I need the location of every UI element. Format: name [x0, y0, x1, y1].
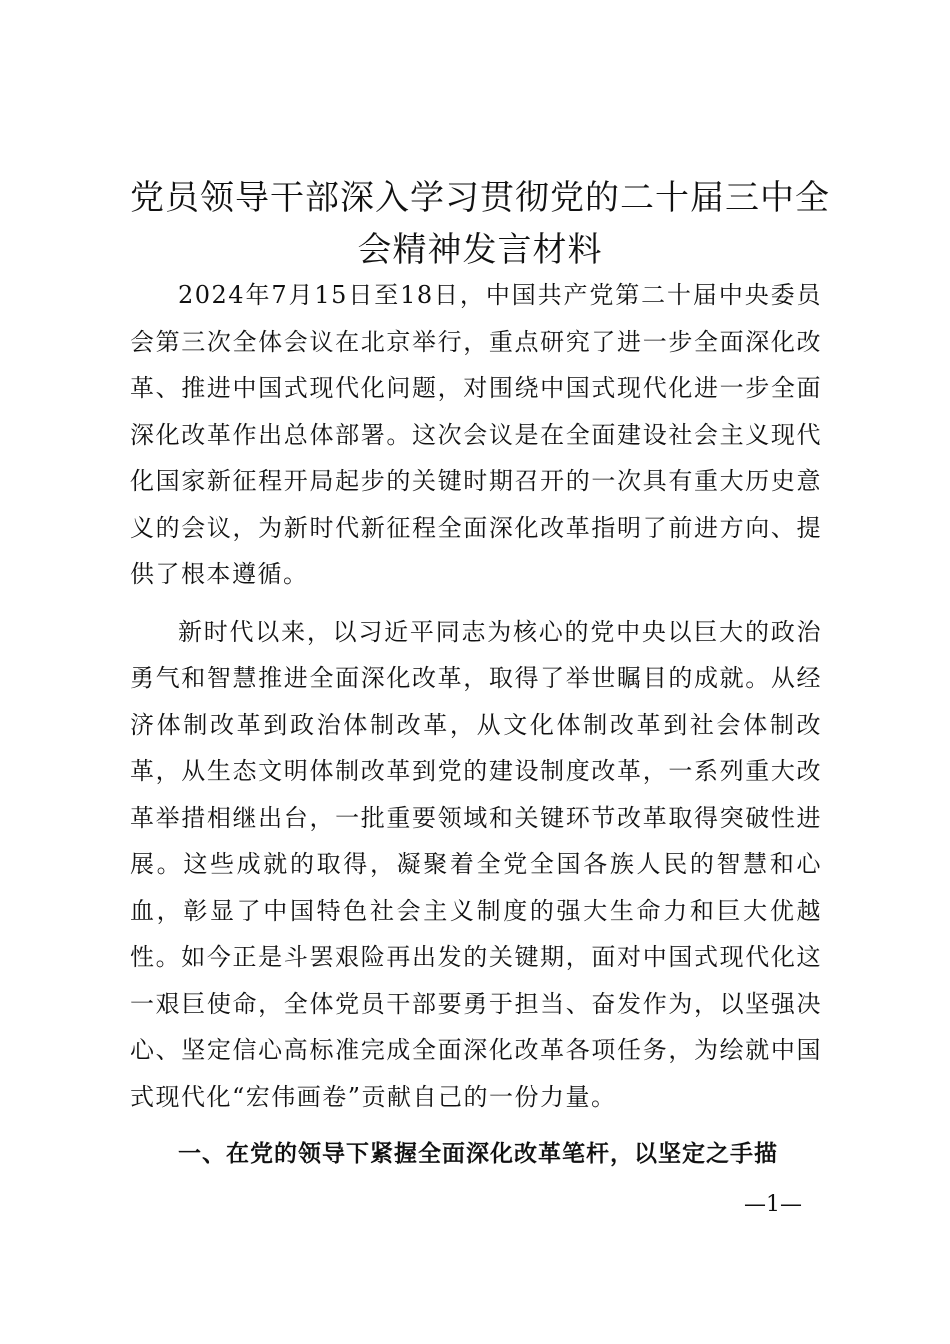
- paragraph-2: 新时代以来，以习近平同志为核心的党中央以巨大的政治勇气和智慧推进全面深化改革，取得了举世瞩目的成就。从经济体制改革到政治体制改革，从文化体制改革到社会体制改革，从生态文明体制改革到党的建设制度改革，一系列重大改革举措相继出台，一批重要领域和关键环节改革取得突破性进展。这些成就的取得，凝聚着全党全国各族人民的智慧和心血，彰显了中国特色社会主义制度的强大生命力和巨大优越性。如今正是斗罢艰险再出发的关键期，面对中国式现代化这一艰巨使命，全体党员干部要勇于担当、奋发作为，以坚强决心、坚定信心高标准完成全面深化改革各项任务，为绘就中国式现代化“宏伟画卷”贡献自己的一份力量。: [130, 617, 822, 1111]
- section-heading-1: 一、在党的领导下紧握全面深化改革笔杆，以坚定之手描: [178, 1141, 778, 1167]
- document-title: 党员领导干部深入学习贯彻党的二十届三中全会精神发言材料: [130, 178, 830, 270]
- paragraph-1: 2024年7月15日至18日，中国共产党第二十届中央委员会第三次全体会议在北京举行，重点研究了进一步全面深化改革、推进中国式现代化问题，对围绕中国式现代化进一步全面深化改革作出总体部署。这次会议是在全面建设社会主义现代化国家新征程开局起步的关键时期召开的一次具有重大历史意义的会议，为新时代新征程全面深化改革指明了前进方向、提供了根本遵循。: [130, 281, 822, 588]
- document-body: [130, 272, 822, 1178]
- page-number: —1—: [744, 1192, 802, 1217]
